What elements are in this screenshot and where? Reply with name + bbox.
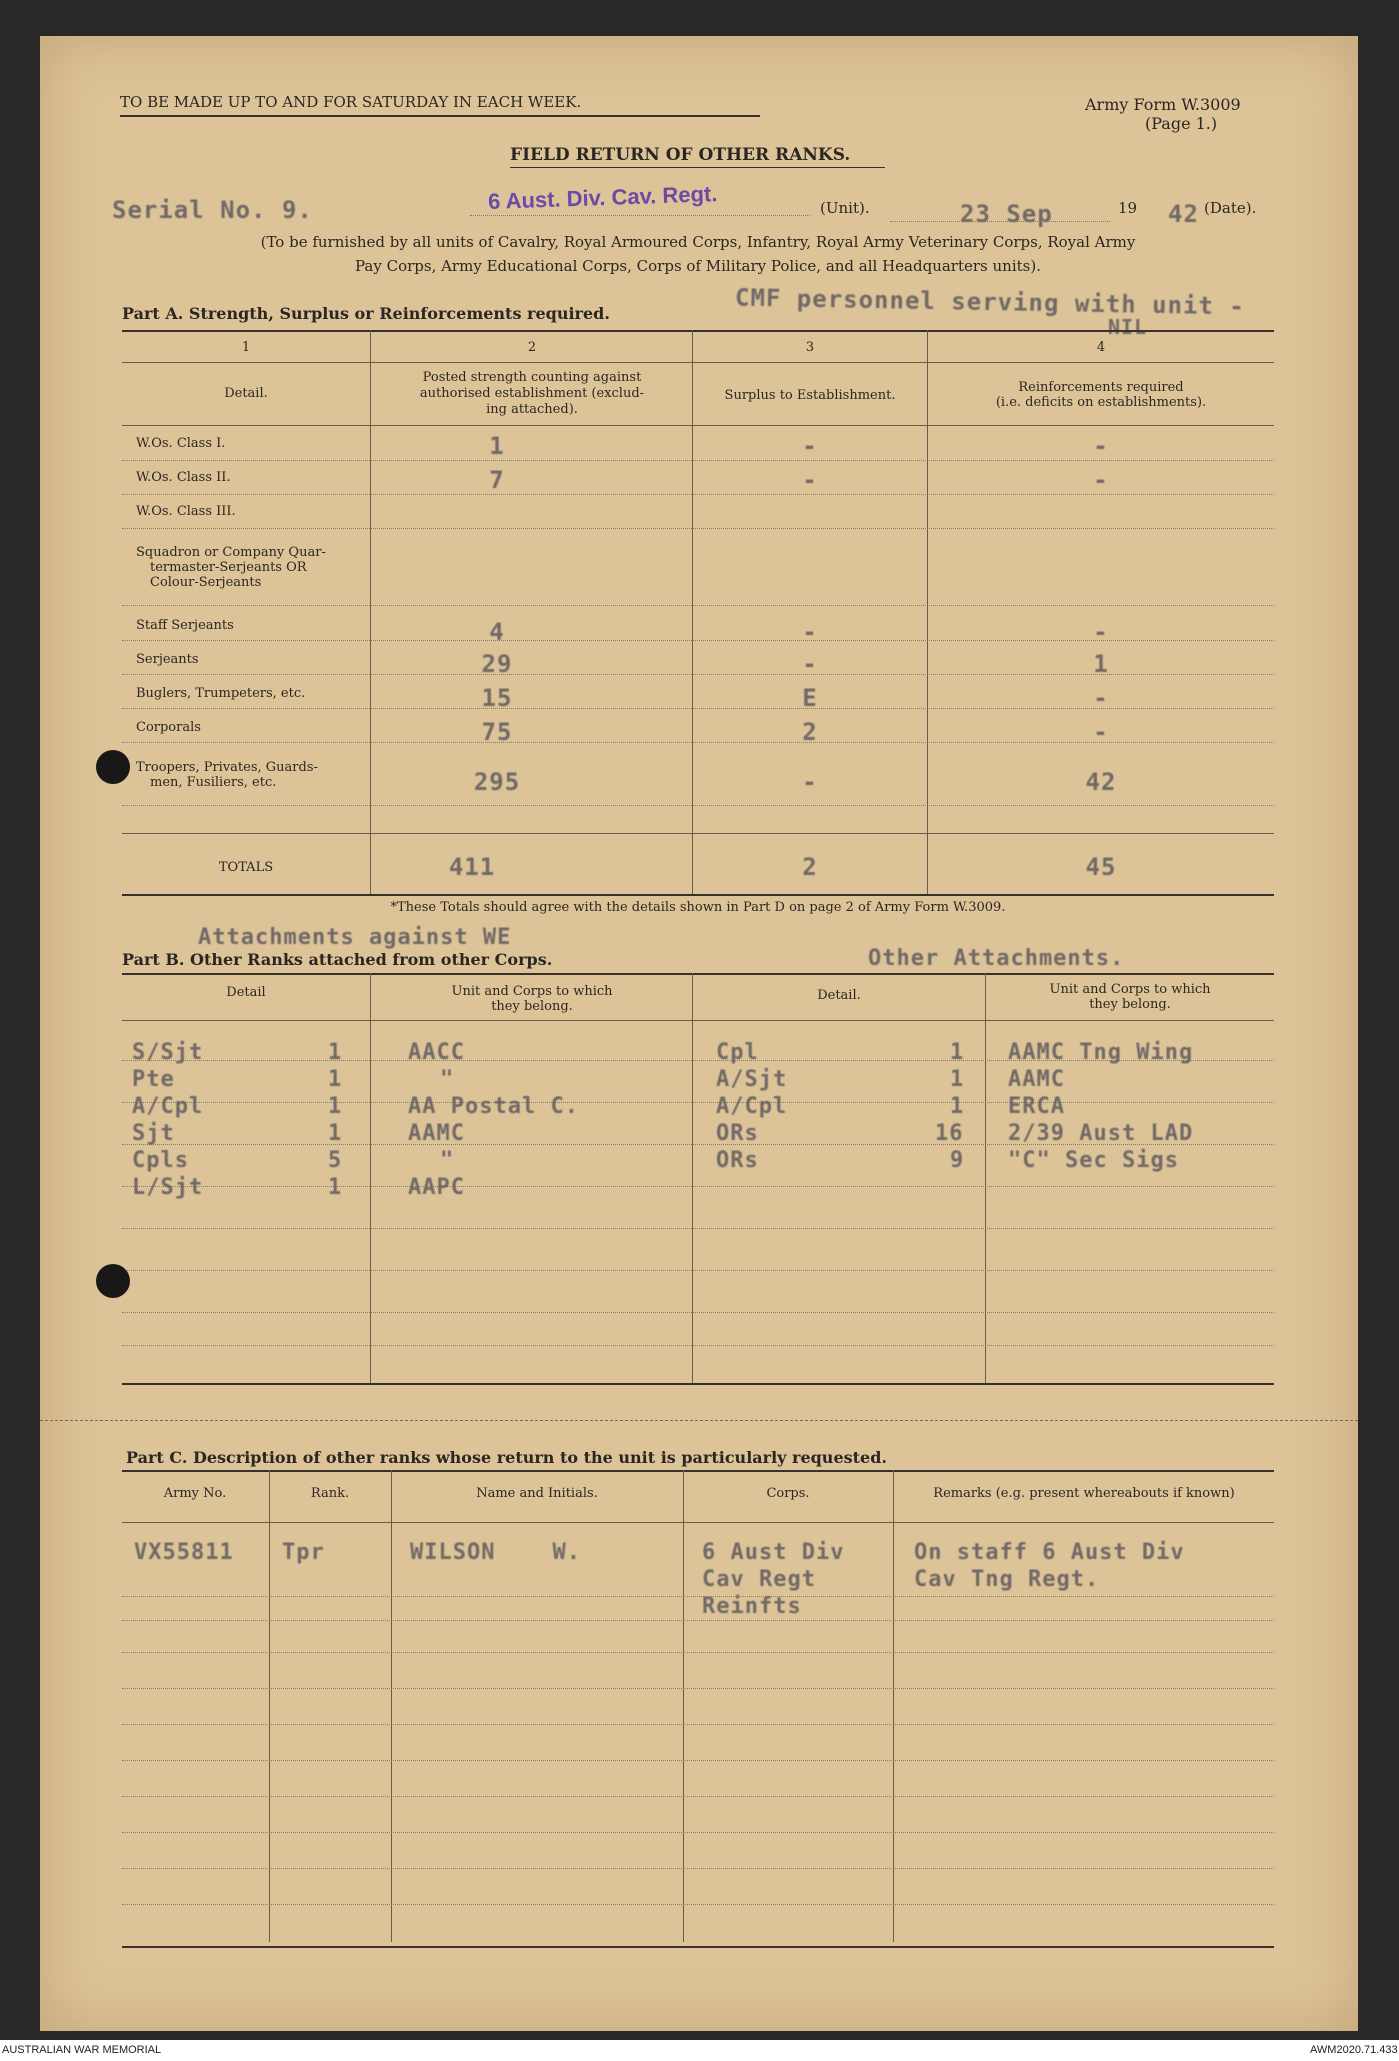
totals-surplus: 2 (802, 853, 818, 881)
b-right-num: 16 (935, 1121, 964, 1146)
b-left-unit: " (440, 1067, 455, 1092)
b-left-rank: Sjt (132, 1121, 175, 1146)
form-number: Army Form W.3009 (1085, 95, 1241, 114)
totals-reinf: 45 (1085, 853, 1117, 881)
row-posted: 15 (481, 684, 513, 712)
page-number: (Page 1.) (1145, 114, 1218, 133)
b-right-rank: Cpl (716, 1040, 759, 1065)
part-c-title: Part C. Description of other ranks whose return to the unit is particularly requested. (126, 1448, 887, 1467)
row-detail: W.Os. Class III. (136, 504, 236, 519)
unit-stamp: 6 Aust. Div. Cav. Regt. (487, 181, 718, 214)
row-detail: Troopers, Privates, Guards- (136, 760, 318, 775)
col-num-1: 1 (241, 340, 251, 355)
row-surplus: - (802, 650, 818, 678)
b-right-rank: A/Sjt (716, 1067, 788, 1092)
row-reinf: - (1093, 618, 1109, 646)
b-left-rank: Cpls (132, 1148, 189, 1173)
b-left-num: 1 (328, 1040, 343, 1065)
footer-right: AWM2020.71.433 (1310, 2044, 1398, 2056)
row-reinf: - (1093, 432, 1109, 460)
b-right-num: 9 (950, 1148, 965, 1173)
row-reinf: - (1093, 466, 1109, 494)
b-right-unit: "C" Sec Sigs (1008, 1148, 1179, 1173)
c-corps-l1: 6 Aust Div (702, 1540, 845, 1565)
totals-note: *These Totals should agree with the details shown in Part D on page 2 of Army Form W.3009. (390, 900, 1006, 915)
b-right-num: 1 (950, 1040, 965, 1065)
c-col-name: Name and Initials. (476, 1486, 598, 1501)
form-title: FIELD RETURN OF OTHER RANKS. (510, 145, 851, 165)
row-surplus: - (802, 768, 818, 796)
b-left-num: 1 (328, 1121, 343, 1146)
row-detail: Squadron or Company Quar- (136, 545, 326, 560)
b-left-rank: A/Cpl (132, 1094, 204, 1119)
date-day: 23 Sep (960, 200, 1053, 228)
b-col-detail: Detail (226, 985, 266, 1000)
row-detail-cont: men, Fusiliers, etc. (150, 775, 277, 790)
row-reinf: - (1093, 684, 1109, 712)
b-col-unit-l2: they belong. (491, 999, 573, 1014)
punch-hole (96, 1264, 130, 1298)
punch-hole (96, 750, 130, 784)
b-left-num: 5 (328, 1148, 343, 1173)
b-left-unit: AACC (408, 1040, 465, 1065)
col4-header-l2: (i.e. deficits on establishments). (995, 395, 1207, 410)
row-reinf: 42 (1085, 768, 1117, 796)
b-col-unit2-l2: they belong. (1089, 997, 1171, 1012)
c-rank: Tpr (282, 1540, 325, 1565)
col2-header-l1: Posted strength counting against (422, 370, 642, 385)
b-left-rank: Pte (132, 1067, 175, 1092)
row-detail: Serjeants (136, 652, 199, 667)
col-num-4: 4 (1096, 340, 1106, 355)
part-b-typed-left: Attachments against WE (198, 925, 512, 950)
cmf-nil: NIL (1108, 315, 1148, 339)
c-corps-l3: Reinfts (702, 1594, 802, 1619)
c-remarks-l1: On staff 6 Aust Div (914, 1540, 1185, 1565)
row-detail-cont: termaster-Serjeants OR (150, 560, 307, 575)
b-left-num: 1 (328, 1175, 343, 1200)
row-reinf: - (1093, 718, 1109, 746)
b-left-unit: " (440, 1148, 455, 1173)
date-label: (Date). (1204, 199, 1257, 217)
row-detail: W.Os. Class I. (136, 436, 226, 451)
c-name: WILSON W. (410, 1540, 581, 1565)
row-posted: 29 (481, 650, 513, 678)
row-reinf: 1 (1093, 650, 1109, 678)
b-left-unit: AAMC (408, 1121, 465, 1146)
part-b-typed-right: Other Attachments. (868, 946, 1125, 971)
b-right-unit: AAMC Tng Wing (1008, 1040, 1194, 1065)
row-posted: 295 (473, 768, 521, 796)
serial-number: Serial No. 9. (112, 196, 313, 224)
row-surplus: - (802, 618, 818, 646)
row-posted: 75 (481, 718, 513, 746)
row-surplus: E (802, 684, 818, 712)
footer-left: AUSTRALIAN WAR MEMORIAL (2, 2044, 162, 2056)
furnish-line-1: (To be furnished by all units of Cavalry, Royal Armoured Corps, Infantry, Royal Army Veterinary Corps, Royal Army (260, 233, 1136, 251)
b-right-num: 1 (950, 1094, 965, 1119)
c-col-remarks: Remarks (e.g. present whereabouts if known) (933, 1486, 1235, 1501)
col-detail-header: Detail. (224, 386, 268, 401)
b-col-detail2: Detail. (817, 988, 861, 1003)
row-detail: Corporals (136, 720, 201, 735)
b-right-rank: ORs (716, 1121, 759, 1146)
c-col-corps: Corps. (766, 1486, 810, 1501)
c-col-army: Army No. (163, 1486, 227, 1501)
b-left-num: 1 (328, 1094, 343, 1119)
c-remarks-l2: Cav Tng Regt. (914, 1567, 1100, 1592)
b-col-unit-l1: Unit and Corps to which (451, 984, 613, 999)
b-right-unit: AAMC (1008, 1067, 1065, 1092)
totals-posted: 411 (448, 853, 496, 881)
row-posted: 7 (489, 466, 505, 494)
row-detail: Buglers, Trumpeters, etc. (136, 686, 306, 701)
part-b-title: Part B. Other Ranks attached from other Corps. (122, 950, 553, 969)
b-left-num: 1 (328, 1067, 343, 1092)
row-surplus: - (802, 466, 818, 494)
c-col-rank: Rank. (310, 1486, 350, 1501)
form-sheet (40, 36, 1358, 2031)
archive-footer (0, 2040, 1399, 2061)
b-right-unit: 2/39 Aust LAD (1008, 1121, 1194, 1146)
col-num-3: 3 (805, 340, 815, 355)
row-detail: W.Os. Class II. (136, 470, 231, 485)
totals-label: TOTALS (218, 860, 274, 875)
b-left-unit: AA Postal C. (408, 1094, 579, 1119)
col-num-2: 2 (527, 340, 537, 355)
b-left-unit: AAPC (408, 1175, 465, 1200)
b-right-num: 1 (950, 1067, 965, 1092)
cmf-note: CMF personnel serving with unit - (734, 283, 1246, 321)
row-detail: Staff Serjeants (136, 618, 234, 633)
b-right-unit: ERCA (1008, 1094, 1065, 1119)
c-corps-l2: Cav Regt (702, 1567, 816, 1592)
c-army-no: VX55811 (134, 1540, 234, 1565)
b-left-rank: S/Sjt (132, 1040, 204, 1065)
b-left-rank: L/Sjt (132, 1175, 204, 1200)
furnish-line-2: Pay Corps, Army Educational Corps, Corps of Military Police, and all Headquarters units). (354, 257, 1041, 275)
b-col-unit2-l1: Unit and Corps to which (1049, 982, 1211, 997)
b-right-rank: A/Cpl (716, 1094, 788, 1119)
part-a-title: Part A. Strength, Surplus or Reinforcements required. (122, 304, 610, 323)
row-detail-cont: Colour-Serjeants (150, 575, 262, 590)
col2-header-l2: authorised establishment (exclud- (419, 386, 645, 401)
instruction: TO BE MADE UP TO AND FOR SATURDAY IN EACH WEEK. (120, 93, 582, 111)
year-suffix: 42 (1168, 200, 1199, 228)
row-posted: 4 (489, 618, 505, 646)
b-right-rank: ORs (716, 1148, 759, 1173)
row-surplus: 2 (802, 718, 818, 746)
row-surplus: - (802, 432, 818, 460)
col3-header: Surplus to Establishment. (724, 388, 896, 403)
col2-header-l3: ing attached). (486, 402, 578, 417)
year-prefix: 19 (1118, 199, 1138, 217)
unit-label: (Unit). (820, 199, 870, 217)
col4-header-l1: Reinforcements required (1018, 380, 1184, 395)
row-posted: 1 (489, 432, 505, 460)
